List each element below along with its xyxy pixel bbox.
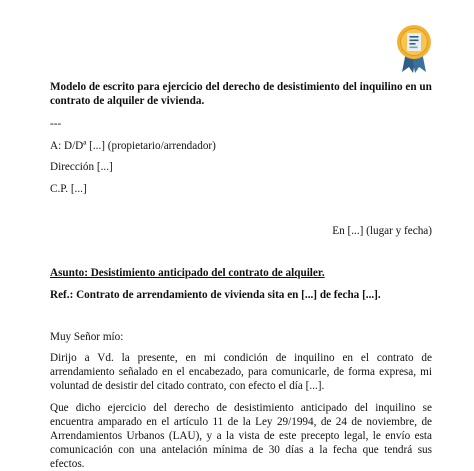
address-line: Dirección [...] [50,161,113,173]
recipient-line: A: D/Dª [...] (propietario/arrendador) [50,140,216,152]
body-paragraph-1: Dirijo a Vd. la presente, en mi condición de inquilino en el contrato de arrendamiento señalado en el encabezado, para comunicarle, de forma expresa, mi voluntad de desistir del citado contrato, con efecto el día [...]. [50,352,432,392]
postal-code-line: C.P. [...] [50,183,87,195]
place-date-line: En [...] (lugar y fecha) [332,225,432,237]
salutation: Muy Señor mío: [50,331,124,343]
separator: --- [50,118,62,130]
body-paragraph-2: Que dicho ejercicio del derecho de desistimiento anticipado del inquilino se encuentra amparado en el artículo 11 de la Ley 29/1994, de 24 de noviembre, de Arrendamientos Urbanos (LAU), y a la vista de este precepto legal, le envío esta comunicación con una antelación mínima de 30 días a la fecha que tendrá sus efectos. [50,402,432,470]
document-title: Modelo de escrito para ejercicio del derecho de desistimiento del inquilino en un contrato de alquiler de vivienda. [50,81,432,107]
award-ribbon-document-icon [394,22,434,74]
subject-line: Asunto: Desistimiento anticipado del contrato de alquiler. [50,267,325,279]
reference-line: Ref.: Contrato de arrendamiento de vivienda sita en [...] de fecha [...]. [50,289,381,301]
